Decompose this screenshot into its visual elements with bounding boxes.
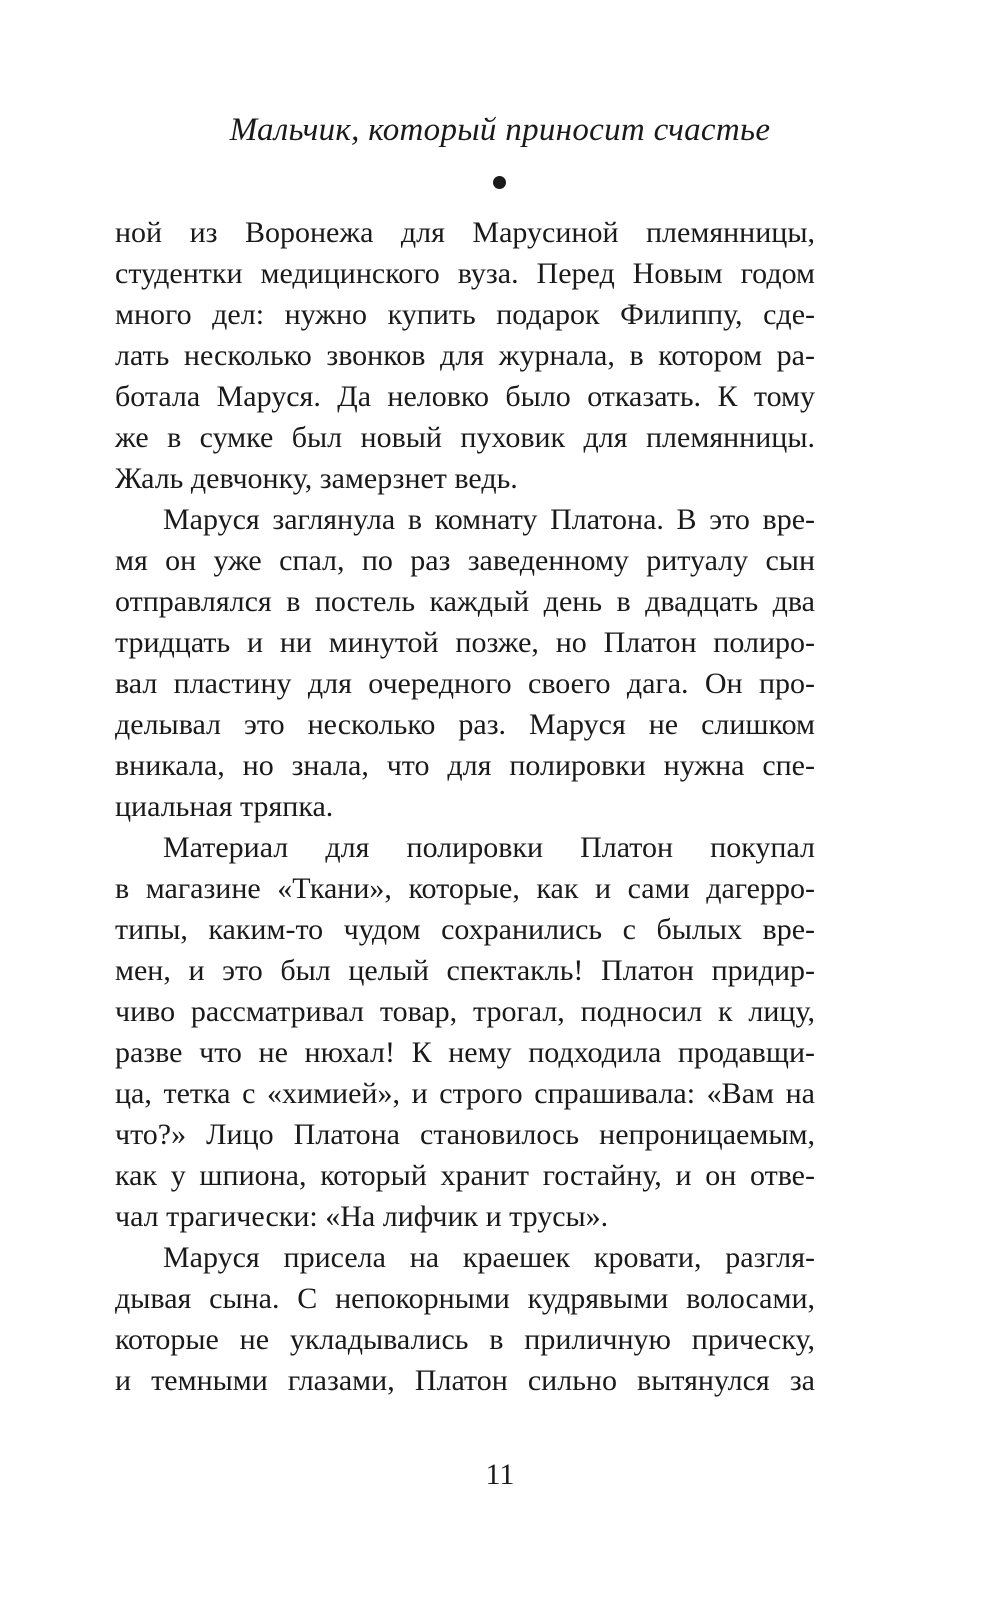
text-line: мя он уже спал, по раз заведенному ритуалу сын [115,544,815,577]
text-line: чал трагически: «На лифчик и трусы». [115,1200,609,1233]
text-line: делывал это несколько раз. Маруся не слишком [115,708,815,741]
paragraph [115,1237,815,1401]
paragraph [115,212,815,499]
text-line: и темными глазами, Платон сильно вытянулся за [115,1364,815,1397]
text-line: ца, тетка с «химией», и строго спрашивала: «Вам на [115,1077,815,1110]
text-line: как у шпиона, который хранит гостайну, и он отве- [115,1159,815,1192]
text-line: типы, каким-то чудом сохранились с былых вре- [115,913,815,946]
text-line: лать несколько звонков для журнала, в котором ра- [115,339,815,372]
text-line: разве что не нюхал! К нему подходила продавщи- [115,1036,815,1069]
text-line: чиво рассматривал товар, трогал, подносил к лицу, [115,995,815,1028]
text-line: ботала Маруся. Да неловко было отказать. К тому [115,380,815,413]
text-line: Маруся заглянула в комнату Платона. В это вре- [163,503,815,536]
body-text [115,212,815,1401]
paragraph [115,827,815,1237]
text-line: тридцать и ни минутой позже, но Платон полиро- [115,626,815,659]
text-line: циальная тряпка. [115,790,334,823]
running-head: Мальчик, который приносит счастье [229,112,771,148]
page-number: 11 [485,1458,515,1491]
text-line: которые не укладывались в приличную прическу, [115,1323,815,1356]
text-line: Жаль девчонку, замерзнет ведь. [115,462,518,495]
text-line: много дел: нужно купить подарок Филиппу, сде- [115,298,815,331]
bullet-ornament-icon [493,176,506,189]
text-line: дывая сына. С непокорными кудрявыми волосами, [115,1282,815,1315]
text-line: же в сумке был новый пуховик для племянницы. [115,421,815,454]
text-line: студентки медицинского вуза. Перед Новым годом [115,257,815,290]
paragraph [115,499,815,827]
text-line: отправлялся в постель каждый день в двадцать два [115,585,815,618]
text-line: вал пластину для очередного своего дага. Он про- [115,667,815,700]
text-line: вникала, но знала, что для полировки нужна спе- [115,749,815,782]
text-line: что?» Лицо Платона становилось непроницаемым, [115,1118,815,1151]
text-line: Маруся присела на краешек кровати, разгля- [163,1241,815,1274]
text-line: ной из Воронежа для Марусиной племянницы, [115,216,815,249]
text-line: в магазине «Ткани», которые, как и сами дагерро- [115,872,815,905]
text-line: Материал для полировки Платон покупал [163,831,815,864]
text-line: мен, и это был целый спектакль! Платон придир- [115,954,815,987]
